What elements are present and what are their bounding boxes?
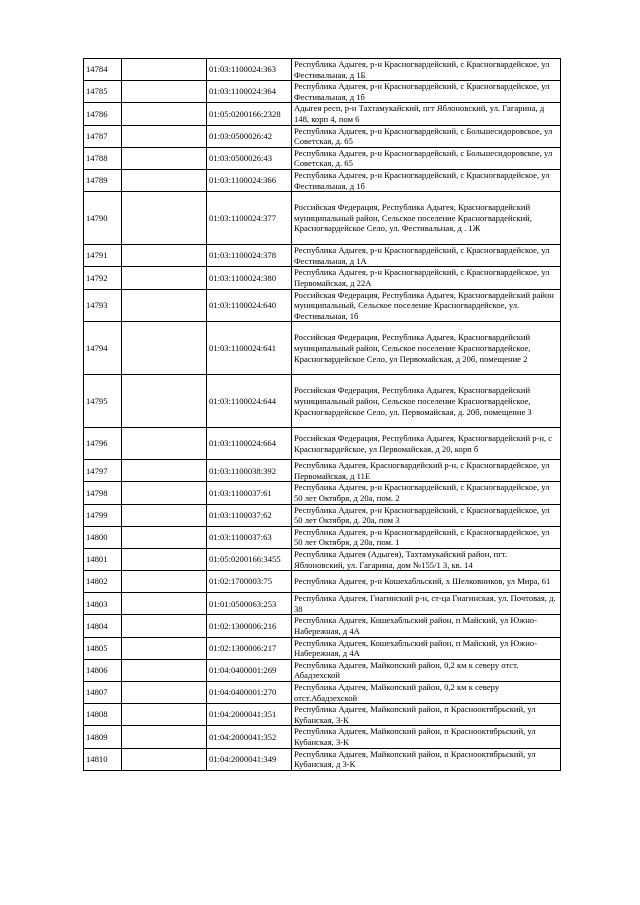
row-number: 14793 <box>84 289 122 322</box>
empty-cell <box>122 245 207 267</box>
row-number: 14804 <box>84 615 122 637</box>
address: Республика Адыгея, р-н Красногвардейский, с Красногвардейское, ул 50 лет Октября, д. 20а, пом 3 <box>292 504 561 526</box>
cadastral-number: 01:03:1100024:363 <box>207 59 292 81</box>
table-row <box>84 659 561 681</box>
cadastral-number: 01:03:1100024:378 <box>207 245 292 267</box>
row-number: 14789 <box>84 169 122 191</box>
empty-cell <box>122 482 207 504</box>
cadastral-number: 01:03:1100024:664 <box>207 428 292 460</box>
address: Республика Адыгея, р-н Красногвардейский, с Большесидоровское, ул Советская, д. 65 <box>292 125 561 147</box>
empty-cell <box>122 81 207 103</box>
registry-table <box>83 58 561 771</box>
row-number: 14788 <box>84 147 122 169</box>
table-row <box>84 593 561 615</box>
empty-cell <box>122 59 207 81</box>
row-number: 14796 <box>84 428 122 460</box>
table-row <box>84 615 561 637</box>
address: Российская Федерация, Республика Адыгея, Красногвардейский муниципальный район, Сельское поселение Красногвардейское, Красногвардейское Село, ул. Первомайская, д. 20б, помещение 3 <box>292 375 561 428</box>
document-page <box>83 58 560 771</box>
row-number: 14785 <box>84 81 122 103</box>
address: Республика Адыгея, Майкопский район, п Краснооктябрьский, ул Кубанская, 3-К <box>292 726 561 748</box>
row-number: 14808 <box>84 704 122 726</box>
address: Республика Адыгея, р-н Красногвардейский, с Красногвардейское, ул 50 лет Октября, д 20а, пом. 1 <box>292 526 561 548</box>
empty-cell <box>122 637 207 659</box>
cadastral-number: 01:03:1100024:644 <box>207 375 292 428</box>
empty-cell <box>122 125 207 147</box>
row-number: 14787 <box>84 125 122 147</box>
cadastral-number: 01:03:1100024:380 <box>207 267 292 289</box>
cadastral-number: 01:04:0400001:269 <box>207 659 292 681</box>
row-number: 14803 <box>84 593 122 615</box>
address: Российская Федерация, Республика Адыгея, Красногвардейский муниципальный район, Сельское поселение Красногвардейское, Красногвардейское Село, ул Первомайская, д 20б, помещение 2 <box>292 322 561 375</box>
empty-cell <box>122 267 207 289</box>
row-number: 14807 <box>84 681 122 703</box>
cadastral-number: 01:02:1700003:75 <box>207 571 292 593</box>
cadastral-number: 01:03:1100024:364 <box>207 81 292 103</box>
address: Республика Адыгея, р-н Красногвардейский, с Красногвардейское, ул Фестивальная, д 1А <box>292 245 561 267</box>
cadastral-number: 01:03:1100024:366 <box>207 169 292 191</box>
address: Республика Адыгея (Адыгея), Тахтамукайский район, пгт. Яблоновский, ул. Гагарина, дом №155/1 3, кв. 14 <box>292 549 561 571</box>
address: Республика Адыгея, р-н Красногвардейский, с Красногвардейское, ул Фестивальная, д 1б <box>292 169 561 191</box>
registry-table-body <box>84 59 561 771</box>
table-row <box>84 726 561 748</box>
row-number: 14791 <box>84 245 122 267</box>
empty-cell <box>122 504 207 526</box>
address: Республика Адыгея, Красногвардейский р-н, с Красногвардейское, ул Первомайская, д 11Е <box>292 460 561 482</box>
address: Республика Адыгея, р-н Красногвардейский, с Красногвардейское, ул Фестивальная, д 1б <box>292 81 561 103</box>
empty-cell <box>122 103 207 125</box>
cadastral-number: 01:03:0500026:43 <box>207 147 292 169</box>
cadastral-number: 01:03:1100037:62 <box>207 504 292 526</box>
table-row <box>84 428 561 460</box>
table-row <box>84 59 561 81</box>
table-row <box>84 81 561 103</box>
row-number: 14799 <box>84 504 122 526</box>
cadastral-number: 01:03:1100037:61 <box>207 482 292 504</box>
row-number: 14805 <box>84 637 122 659</box>
empty-cell <box>122 726 207 748</box>
empty-cell <box>122 526 207 548</box>
address: Республика Адыгея, р-н Красногвардейский, с Красногвардейское, ул 50 лет Октября, д 20а, пом. 2 <box>292 482 561 504</box>
address: Республика Адыгея, р-н Красногвардейский, с Красногвардейское, ул Первомайская, д 22А <box>292 267 561 289</box>
table-row <box>84 460 561 482</box>
table-row <box>84 549 561 571</box>
cadastral-number: 01:03:1100024:640 <box>207 289 292 322</box>
row-number: 14786 <box>84 103 122 125</box>
row-number: 14784 <box>84 59 122 81</box>
empty-cell <box>122 147 207 169</box>
address: Республика Адыгея, р-н Красногвардейский, с Большесидоровское, ул Советская, д. 65 <box>292 147 561 169</box>
address: Адыгея респ, р-н Тахтамукайский, пгт Яблоновский, ул. Гагарина, д 148, корп 4, пом 6 <box>292 103 561 125</box>
table-row <box>84 192 561 245</box>
empty-cell <box>122 169 207 191</box>
address: Республика Адыгея, Майкопский район, п Краснооктябрьский, ул Кубанская, д 3-К <box>292 748 561 770</box>
empty-cell <box>122 659 207 681</box>
address: Российская Федерация, Республика Адыгея, Красногвардейский муниципальный район, Сельское поселение Красногвардейский, Красногвардейское Село, ул. Фестивальная, д . 1Ж <box>292 192 561 245</box>
empty-cell <box>122 549 207 571</box>
cadastral-number: 01:03:1100037:63 <box>207 526 292 548</box>
row-number: 14801 <box>84 549 122 571</box>
row-number: 14798 <box>84 482 122 504</box>
address: Республика Адыгея, Майкопский район, 0,2 км к северу отст. Абадзехской <box>292 659 561 681</box>
address: Республика Адыгея, Кошехабльский район, п Майский, ул Южно-Набережная, д 4А <box>292 615 561 637</box>
table-row <box>84 147 561 169</box>
cadastral-number: 01:05:0200166:3455 <box>207 549 292 571</box>
empty-cell <box>122 289 207 322</box>
empty-cell <box>122 593 207 615</box>
empty-cell <box>122 704 207 726</box>
table-row <box>84 704 561 726</box>
empty-cell <box>122 375 207 428</box>
table-row <box>84 482 561 504</box>
address: Республика Адыгея, Гиагинский р-н, ст-ца Гиагинская, ул. Почтовая, д. 38 <box>292 593 561 615</box>
empty-cell <box>122 322 207 375</box>
cadastral-number: 01:04:2000041:349 <box>207 748 292 770</box>
table-row <box>84 681 561 703</box>
row-number: 14809 <box>84 726 122 748</box>
table-row <box>84 125 561 147</box>
cadastral-number: 01:03:1100024:377 <box>207 192 292 245</box>
cadastral-number: 01:03:1100024:641 <box>207 322 292 375</box>
table-row <box>84 504 561 526</box>
table-row <box>84 169 561 191</box>
table-row <box>84 103 561 125</box>
address: Республика Адыгея, Майкопский район, п Краснооктябрьский, ул Кубанская, 3-К <box>292 704 561 726</box>
row-number: 14792 <box>84 267 122 289</box>
empty-cell <box>122 615 207 637</box>
address: Республика Адыгея, Кошехабльский район, п Майский, ул Южно-Набережная, д 4А <box>292 637 561 659</box>
address: Республика Адыгея, р-н Кошехабльский, х Шелковников, ул Мира, 61 <box>292 571 561 593</box>
empty-cell <box>122 681 207 703</box>
cadastral-number: 01:03:1100038:392 <box>207 460 292 482</box>
empty-cell <box>122 428 207 460</box>
cadastral-number: 01:04:2000041:352 <box>207 726 292 748</box>
table-row <box>84 571 561 593</box>
empty-cell <box>122 192 207 245</box>
table-row <box>84 245 561 267</box>
table-row <box>84 637 561 659</box>
row-number: 14790 <box>84 192 122 245</box>
table-row <box>84 748 561 770</box>
table-row <box>84 322 561 375</box>
row-number: 14800 <box>84 526 122 548</box>
table-row <box>84 526 561 548</box>
row-number: 14794 <box>84 322 122 375</box>
cadastral-number: 01:02:1300006:216 <box>207 615 292 637</box>
row-number: 14802 <box>84 571 122 593</box>
empty-cell <box>122 748 207 770</box>
cadastral-number: 01:01:0500063:253 <box>207 593 292 615</box>
table-row <box>84 375 561 428</box>
cadastral-number: 01:02:1300006:217 <box>207 637 292 659</box>
table-row <box>84 267 561 289</box>
row-number: 14810 <box>84 748 122 770</box>
row-number: 14806 <box>84 659 122 681</box>
empty-cell <box>122 571 207 593</box>
address: Российская Федерация, Республика Адыгея, Красногвардейский район муниципальный, Сельское поселение Красногвардейское, ул. Фестивальная, 1б <box>292 289 561 322</box>
table-row <box>84 289 561 322</box>
address: Республика Адыгея, р-н Красногвардейский, с Красногвардейское, ул Фестивальная, д 1Б <box>292 59 561 81</box>
row-number: 14795 <box>84 375 122 428</box>
cadastral-number: 01:03:0500026:42 <box>207 125 292 147</box>
cadastral-number: 01:04:2000041:351 <box>207 704 292 726</box>
empty-cell <box>122 460 207 482</box>
row-number: 14797 <box>84 460 122 482</box>
address: Российская Федерация, Республика Адыгея, Красногвардейский р-н, с Красногвардейское, ул Первомайская, д 20, корп б <box>292 428 561 460</box>
cadastral-number: 01:04:0400001:270 <box>207 681 292 703</box>
address: Республика Адыгея, Майкопский район, 0,2 км к северу отст.Абадзехской <box>292 681 561 703</box>
cadastral-number: 01:05:0200166:2328 <box>207 103 292 125</box>
